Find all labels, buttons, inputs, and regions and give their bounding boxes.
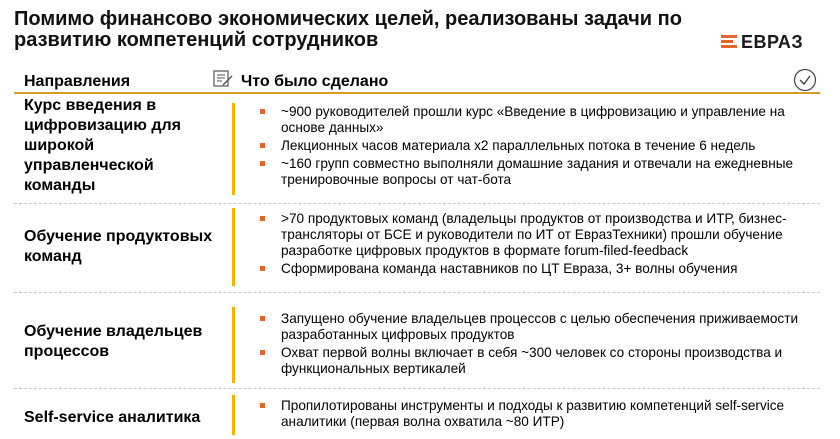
row-label-self-service: Self-service аналитика bbox=[24, 409, 201, 426]
row-divider bbox=[14, 292, 820, 293]
checklist-icon bbox=[212, 69, 234, 89]
row-bullets-self-service bbox=[260, 398, 815, 432]
row-accent-bar bbox=[232, 307, 235, 383]
row-label-process-owners: Обучение владельцев процессов bbox=[24, 323, 203, 360]
row-accent-bar bbox=[232, 208, 235, 286]
bullet-item: Пропилотированы инструменты и подходы к развитию компетенций self-service аналитики (первая волна охватила ~80 ИТР) bbox=[260, 398, 815, 430]
bullet-item: ~900 руководителей прошли курс «Введение в цифровизацию и управление на основе данных» bbox=[260, 104, 815, 136]
checkmark-circle-icon bbox=[793, 68, 817, 92]
row-label-course: Курс введения в цифровизацию для широкой управленческой команды bbox=[24, 97, 181, 194]
slide-title: Помимо финансово экономических целей, реализованы задачи по развитию компетенций сотрудников bbox=[14, 8, 682, 51]
bullet-item: Запущено обучение владельцев процессов с целью обеспечения приживаемости разработанных цифровых продуктов bbox=[260, 311, 815, 343]
bullet-item: Охват первой волны включает в себя ~300 человек со стороны производства и функциональных вертикалей bbox=[260, 345, 815, 377]
row-accent-bar bbox=[232, 103, 235, 195]
bullet-item: Сформирована команда наставников по ЦТ Евраза, 3+ волны обучения bbox=[260, 261, 815, 277]
header-done: Что было сделано bbox=[241, 73, 389, 90]
bullet-item: ~160 групп совместно выполняли домашние задания и отвечали на ежедневные тренировочные вопросы от чат-бота bbox=[260, 156, 815, 188]
evraz-logo bbox=[721, 29, 803, 55]
row-accent-bar bbox=[232, 395, 235, 435]
logo-text: ЕВРАЗ bbox=[741, 31, 804, 52]
bullet-item: Лекционных часов материала х2 параллельных потока в течение 6 недель bbox=[260, 138, 815, 154]
bullet-item: >70 продуктовых команд (владельцы продуктов от производства и ИТР, бизнес-трансляторы от БСЕ и руководители по ИТ от ЕвразТехники) прошли обучение разработке цифровых продуктов в формате forum-filed-feedback bbox=[260, 211, 815, 259]
row-bullets-product-teams bbox=[260, 211, 815, 279]
logo-stripes-icon bbox=[721, 35, 737, 49]
row-bullets-course bbox=[260, 104, 815, 190]
row-divider bbox=[14, 388, 820, 389]
row-divider bbox=[14, 203, 820, 204]
header-directions: Направления bbox=[24, 73, 131, 90]
row-bullets-process-owners bbox=[260, 311, 815, 379]
row-label-product-teams: Обучение продуктовых команд bbox=[24, 228, 213, 265]
header-divider bbox=[14, 92, 820, 94]
